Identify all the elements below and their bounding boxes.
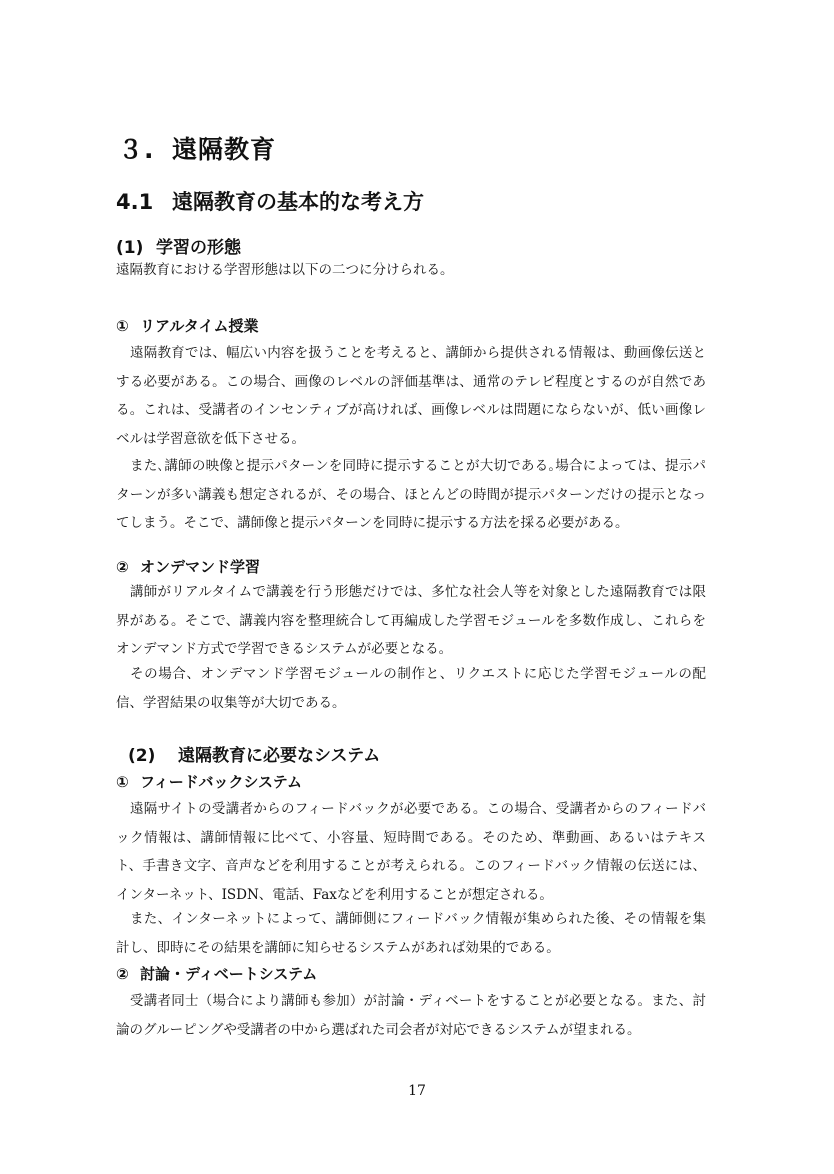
chapter-heading <box>118 130 276 166</box>
item-debate-paragraph-1: 受講者同士（場合により講師も参加）が討論・ディベートをすることが必要となる。また、討論のグルーピングや受講者の中から選ばれた司会者が対応できるシステムが望まれる。 <box>116 993 706 1038</box>
subsection-2-number: (2) <box>128 746 156 766</box>
item-feedback-paragraph-2: また、インターネットによって、講師側にフィードバック情報が集められた後、その情報を集計し、即時にその結果を講師に知らせるシステムがあれば効果的である。 <box>116 911 706 956</box>
item-ondemand-heading <box>116 556 260 577</box>
page-number: 17 <box>408 1083 426 1099</box>
item-realtime-paragraph-2: また､講師の映像と提示パターンを同時に提示することが大切である｡場合によっては、提示パターンが多い講義も想定されるが、その場合、ほとんどの時間が提示パターンだけの提示となってしまう。そこで、講師像と提示パターンを同時に提示する方法を採る必要がある。 <box>116 458 706 531</box>
chapter-title: 遠隔教育 <box>172 135 277 164</box>
item-debate-heading <box>116 963 317 984</box>
item-ondemand-title: オンデマンド学習 <box>140 558 261 576</box>
item-realtime-heading <box>116 315 259 336</box>
subsection-1-number: (1) <box>116 238 144 258</box>
item-ondemand-paragraph-1: 講師がリアルタイムで講義を行う形態だけでは、多忙な社会人等を対象とした遠隔教育では限界がある。そこで、講義内容を整理統合して再編成した学習モジュールを多数作成し、これらをオンデマンド方式で学習できるシステムが必要となる。 <box>116 584 706 657</box>
section-heading <box>116 186 424 216</box>
item-realtime-number: ① <box>116 317 129 335</box>
item-feedback-heading <box>116 771 302 792</box>
subsection-1-heading <box>116 233 241 258</box>
item-realtime-title: リアルタイム授業 <box>140 317 259 335</box>
item-realtime-paragraph-1: 遠隔教育では、幅広い内容を扱うことを考えると、講師から提供される情報は、動画像伝送とする必要がある。この場合、画像のレベルの評価基準は、通常のテレビ程度とするのが自然である。これは、受講者のインセンティブが高ければ、画像レベルは問題にならないが、低い画像レベルは学習意欲を低下させる。 <box>116 345 706 447</box>
subsection-2-title: 遠隔教育に必要なシステム <box>178 746 381 766</box>
section-title: 遠隔教育の基本的な考え方 <box>172 190 424 214</box>
section-number: 4.1 <box>116 190 154 214</box>
subsection-1-title: 学習の形態 <box>156 238 241 258</box>
item-feedback-paragraph-1: 遠隔サイトの受講者からのフィードバックが必要である。この場合、受講者からのフィードバック情報は、講師情報に比べて、小容量、短時間である。そのため、準動画、あるいはテキスト、手書き文字、音声などを利用することが考えられる。このフィードバック情報の伝送には、インターネット、ISDN、電話、Faxなどを利用することが想定される。 <box>116 801 706 903</box>
item-debate-title: 討論・ディベートシステム <box>140 965 318 983</box>
subsection-1-intro: 遠隔教育における学習形態は以下の二つに分けられる。 <box>116 262 454 278</box>
chapter-number: ３. <box>118 135 155 164</box>
item-feedback-title: フィードバックシステム <box>140 773 303 791</box>
subsection-2-heading <box>128 741 380 766</box>
item-ondemand-number: ② <box>116 558 129 576</box>
item-feedback-number: ① <box>116 773 129 791</box>
item-debate-number: ② <box>116 965 129 983</box>
item-ondemand-paragraph-2: その場合、オンデマンド学習モジュールの制作と、リクエストに応じた学習モジュールの配信、学習結果の収集等が大切である。 <box>116 666 706 711</box>
